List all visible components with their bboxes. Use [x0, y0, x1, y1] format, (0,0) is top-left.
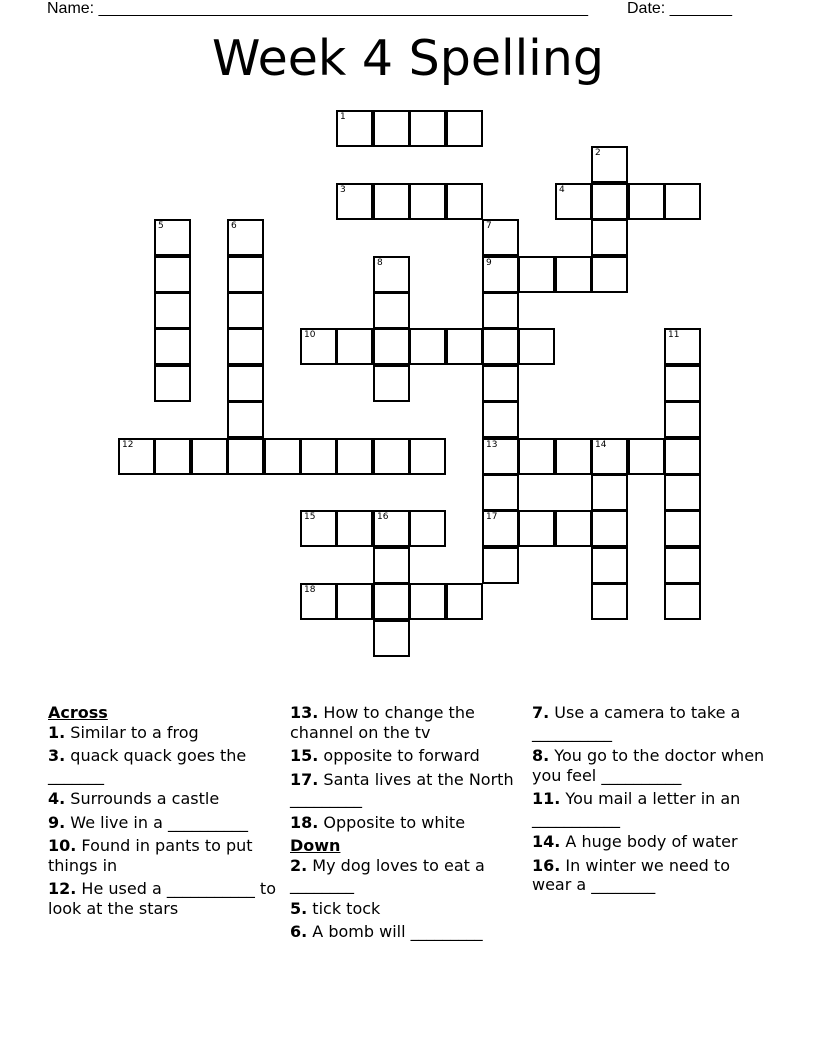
clue-item-text: A bomb will _________	[307, 922, 483, 941]
clue-item-number: 17.	[290, 769, 319, 789]
clue-item	[532, 832, 770, 852]
crossword-cell[interactable]	[482, 328, 519, 365]
name-field-line: Name: _______________________________________________________	[47, 0, 588, 17]
crossword-cell[interactable]	[227, 365, 264, 402]
clue-item-text: You go to the doctor when you feel __________	[532, 746, 765, 785]
crossword-cell[interactable]	[555, 183, 592, 220]
crossword-cell[interactable]	[591, 438, 628, 475]
crossword-cell[interactable]	[373, 328, 410, 365]
crossword-cell[interactable]	[373, 292, 410, 329]
clue-item-number: 10.	[48, 836, 77, 855]
down-clue-list	[290, 856, 528, 942]
crossword-cell[interactable]	[518, 256, 555, 293]
crossword-cell[interactable]	[555, 438, 592, 475]
clue-number: 9	[486, 258, 492, 268]
clue-item	[48, 789, 286, 809]
clue-item-text: He used a ___________ to look at the stars	[48, 879, 276, 918]
page-title: Week 4 Spelling	[212, 30, 604, 87]
crossword-cell[interactable]	[664, 401, 701, 438]
clue-item	[290, 703, 528, 742]
clue-item-number: 14.	[532, 832, 561, 851]
clue-item-number: 4.	[48, 789, 66, 808]
crossword-cell[interactable]	[373, 438, 410, 475]
clue-item	[290, 813, 528, 833]
clue-item-text: Santa lives at the North _________	[290, 769, 514, 808]
date-field-line: Date: _______	[627, 0, 732, 17]
clue-number: 18	[304, 585, 316, 595]
clue-item-text: Opposite to white	[318, 812, 466, 832]
clue-item-number: 13.	[290, 703, 319, 722]
clue-item	[290, 899, 528, 919]
clue-item	[290, 922, 528, 942]
clue-item	[532, 746, 770, 785]
crossword-cell[interactable]	[154, 256, 191, 293]
crossword-cell[interactable]	[191, 438, 228, 475]
clue-number: 7	[486, 221, 492, 231]
crossword-cell[interactable]	[409, 583, 446, 620]
crossword-cell[interactable]	[591, 547, 628, 584]
crossword-cell[interactable]	[664, 583, 701, 620]
clue-item-text: quack quack goes the _______	[48, 746, 247, 785]
clue-item-number: 1.	[48, 722, 66, 742]
crossword-cell[interactable]	[300, 510, 337, 547]
crossword-cell[interactable]	[409, 110, 446, 147]
crossword-cell[interactable]	[300, 583, 337, 620]
crossword-cell[interactable]	[336, 328, 373, 365]
crossword-cell[interactable]	[555, 256, 592, 293]
crossword-cell[interactable]	[628, 438, 665, 475]
clue-item-number: 3.	[48, 746, 66, 765]
clue-number: 1	[340, 112, 346, 122]
crossword-cell[interactable]	[300, 328, 337, 365]
crossword-cell[interactable]	[409, 438, 446, 475]
clue-item-number: 5.	[290, 898, 308, 918]
clue-item-number: 9.	[48, 812, 66, 832]
crossword-cell[interactable]	[482, 438, 519, 475]
crossword-cell[interactable]	[591, 510, 628, 547]
crossword-cell[interactable]	[409, 183, 446, 220]
crossword-cell[interactable]	[555, 510, 592, 547]
crossword-cell[interactable]	[664, 510, 701, 547]
crossword-cell[interactable]	[154, 365, 191, 402]
clue-number: 4	[559, 185, 565, 195]
crossword-cell[interactable]	[227, 292, 264, 329]
crossword-cell[interactable]	[336, 110, 373, 147]
clue-item-text: opposite to forward	[318, 746, 480, 765]
clue-item	[48, 813, 286, 833]
crossword-cell[interactable]	[373, 183, 410, 220]
clue-number: 11	[668, 330, 680, 340]
clue-number: 3	[340, 185, 346, 195]
clue-item	[48, 723, 286, 743]
crossword-cell[interactable]	[591, 256, 628, 293]
clue-number: 14	[595, 440, 607, 450]
crossword-cell[interactable]	[336, 510, 373, 547]
crossword-cell[interactable]	[373, 547, 410, 584]
clue-number: 16	[377, 512, 389, 522]
clue-number: 8	[377, 258, 383, 268]
crossword-cell[interactable]	[227, 256, 264, 293]
crossword-cell[interactable]	[446, 183, 483, 220]
crossword-cell[interactable]	[300, 438, 337, 475]
down-heading: Down	[290, 836, 341, 855]
clue-item-number: 11.	[532, 789, 561, 808]
down-clue-list-continued	[532, 703, 770, 895]
clue-item-text: A huge body of water	[560, 832, 738, 851]
clues-column-1	[48, 703, 286, 922]
crossword-cell[interactable]	[518, 510, 555, 547]
clue-item-text: Similar to a frog	[65, 722, 199, 742]
crossword-cell[interactable]	[518, 328, 555, 365]
clue-item-number: 2.	[290, 855, 308, 875]
crossword-cell[interactable]	[482, 292, 519, 329]
clue-number: 13	[486, 440, 498, 450]
crossword-cell[interactable]	[591, 146, 628, 183]
crossword-cell[interactable]	[446, 110, 483, 147]
clue-item	[290, 746, 528, 766]
crossword-cell[interactable]	[664, 328, 701, 365]
clue-number: 6	[231, 221, 237, 231]
crossword-cell[interactable]	[664, 547, 701, 584]
crossword-cell[interactable]	[482, 256, 519, 293]
crossword-cell[interactable]	[482, 547, 519, 584]
crossword-cell[interactable]	[373, 365, 410, 402]
clue-item-text: Surrounds a castle	[65, 789, 220, 808]
crossword-cell[interactable]	[664, 438, 701, 475]
crossword-cell[interactable]	[591, 219, 628, 256]
crossword-cell[interactable]	[591, 583, 628, 620]
clue-number: 5	[158, 221, 164, 231]
crossword-cell[interactable]	[409, 510, 446, 547]
crossword-cell[interactable]	[446, 328, 483, 365]
clues-column-2	[290, 703, 528, 946]
across-clue-list-continued	[290, 703, 528, 832]
crossword-cell[interactable]	[373, 510, 410, 547]
clue-item	[290, 770, 528, 809]
clue-number: 17	[486, 512, 498, 522]
clue-item-number: 15.	[290, 746, 319, 765]
clue-item-text: How to change the channel on the tv	[290, 703, 475, 742]
crossword-cell[interactable]	[482, 474, 519, 511]
crossword-cell[interactable]	[482, 510, 519, 547]
across-clue-list	[48, 723, 286, 919]
clue-number: 12	[122, 440, 134, 450]
clue-item	[48, 879, 286, 918]
clue-number: 2	[595, 148, 601, 158]
crossword-cell[interactable]	[518, 438, 555, 475]
crossword-cell[interactable]	[591, 183, 628, 220]
crossword-cell[interactable]	[336, 583, 373, 620]
crossword-cell[interactable]	[154, 438, 191, 475]
clue-item-number: 12.	[48, 879, 77, 898]
clue-item	[290, 856, 528, 895]
crossword-cell[interactable]	[227, 438, 264, 475]
crossword-cell[interactable]	[154, 219, 191, 256]
crossword-cell[interactable]	[482, 401, 519, 438]
crossword-cell[interactable]	[482, 365, 519, 402]
crossword-cell[interactable]	[118, 438, 155, 475]
clue-item	[532, 789, 770, 828]
crossword-cell[interactable]	[664, 474, 701, 511]
crossword-cell[interactable]	[154, 328, 191, 365]
clue-number: 10	[304, 330, 316, 340]
clue-item-text: tick tock	[307, 898, 381, 918]
clue-item-number: 7.	[532, 703, 550, 722]
clue-item-text: My dog loves to eat a ________	[290, 855, 485, 894]
clue-item-text: We live in a __________	[65, 812, 248, 832]
crossword-cell[interactable]	[664, 365, 701, 402]
crossword-cell[interactable]	[591, 474, 628, 511]
clues-column-3	[532, 703, 770, 899]
clue-item-number: 16.	[532, 855, 561, 875]
clue-item-number: 6.	[290, 922, 308, 941]
crossword-cell[interactable]	[227, 401, 264, 438]
clue-item-number: 18.	[290, 812, 319, 832]
crossword-cell[interactable]	[409, 328, 446, 365]
clue-item-text: You mail a letter in an ___________	[532, 789, 741, 828]
clue-item-number: 8.	[532, 746, 550, 765]
crossword-cell[interactable]	[336, 438, 373, 475]
crossword-cell[interactable]	[373, 110, 410, 147]
crossword-cell[interactable]	[373, 256, 410, 293]
clue-item-text: In winter we need to wear a ________	[532, 855, 730, 894]
crossword-cell[interactable]	[373, 620, 410, 657]
crossword-cell[interactable]	[628, 183, 665, 220]
crossword-cell[interactable]	[482, 219, 519, 256]
clue-item-text: Found in pants to put things in	[48, 836, 253, 875]
crossword-cell[interactable]	[664, 183, 701, 220]
clue-item-text: Use a camera to take a __________	[532, 703, 741, 742]
across-heading: Across	[48, 703, 108, 722]
clue-item	[48, 746, 286, 785]
crossword-cell[interactable]	[227, 328, 264, 365]
clue-number: 15	[304, 512, 316, 522]
clue-item	[532, 856, 770, 895]
clue-item	[532, 703, 770, 742]
crossword-cell[interactable]	[227, 219, 264, 256]
crossword-cell[interactable]	[373, 583, 410, 620]
crossword-cell[interactable]	[336, 183, 373, 220]
crossword-cell[interactable]	[264, 438, 301, 475]
crossword-cell[interactable]	[446, 583, 483, 620]
crossword-cell[interactable]	[154, 292, 191, 329]
clue-item	[48, 836, 286, 875]
